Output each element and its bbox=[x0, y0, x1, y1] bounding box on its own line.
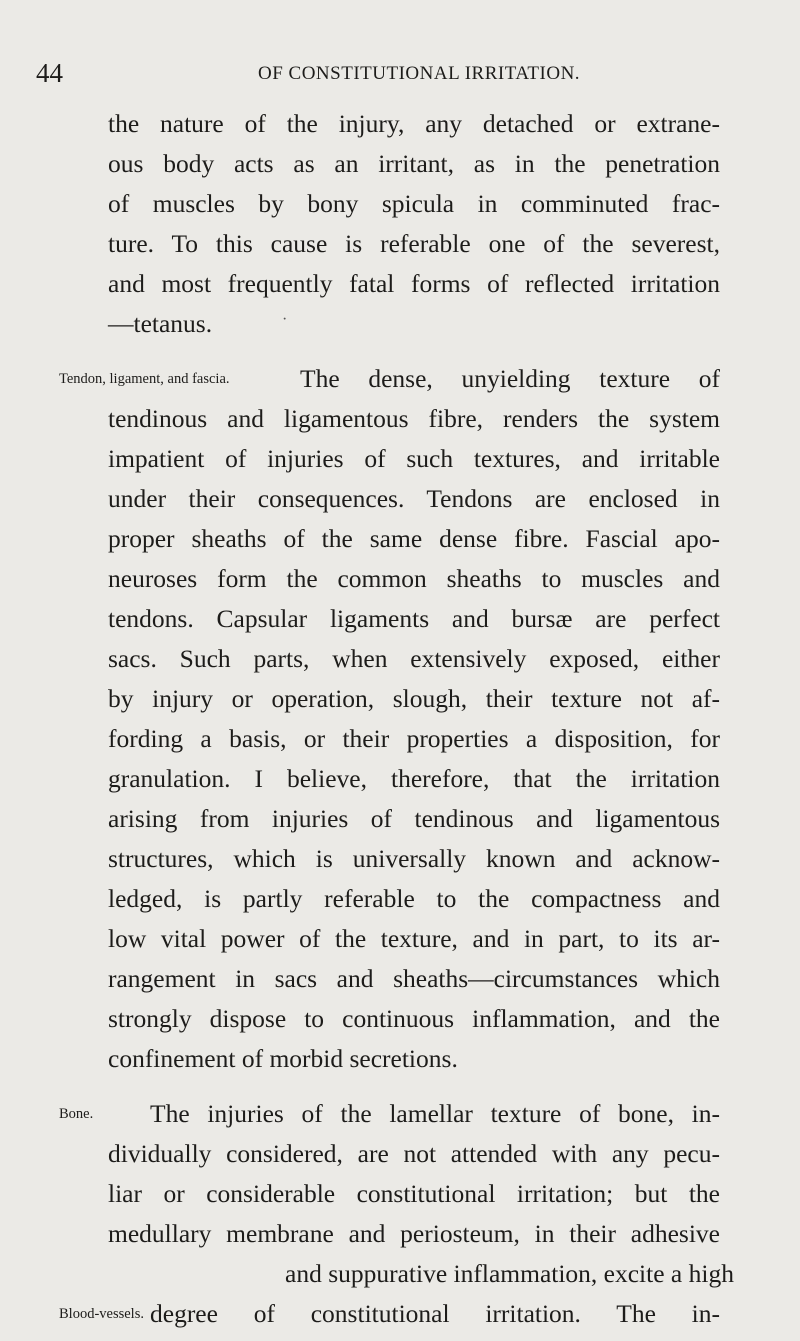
margin-note-bone: Bone. bbox=[59, 1106, 94, 1122]
text-line: degree of constitutional irritation. The in- bbox=[150, 1299, 720, 1328]
text-line: The dense, unyielding texture of bbox=[300, 364, 720, 393]
text-line: sacs. Such parts, when extensively exposed, either bbox=[108, 644, 720, 673]
text-line: granulation. I believe, therefore, that the irritation bbox=[108, 764, 720, 793]
text-line: arising from injuries of tendinous and ligamentous bbox=[108, 804, 720, 833]
margin-note-blood-vessels: Blood-vessels. bbox=[59, 1306, 144, 1322]
text-line: medullary membrane and periosteum, in their adhesive bbox=[108, 1219, 720, 1248]
stray-mark: · bbox=[282, 311, 288, 328]
text-line: proper sheaths of the same dense fibre. Fascial apo- bbox=[108, 524, 720, 553]
text-line: ous body acts as an irritant, as in the penetration bbox=[108, 149, 720, 178]
text-line: strongly dispose to continuous inflammation, and the bbox=[108, 1004, 720, 1033]
text-line: tendons. Capsular ligaments and bursæ are perfect bbox=[108, 604, 720, 633]
text-line: The injuries of the lamellar texture of bone, in- bbox=[150, 1099, 720, 1128]
text-line: and suppurative inflammation, excite a high bbox=[285, 1259, 734, 1288]
text-line: ture. To this cause is referable one of the severest, bbox=[108, 229, 720, 258]
text-line: impatient of injuries of such textures, and irritable bbox=[108, 444, 720, 473]
text-line: low vital power of the texture, and in part, to its ar- bbox=[108, 924, 720, 953]
text-line: the nature of the injury, any detached or extrane- bbox=[108, 109, 720, 138]
text-line: by injury or operation, slough, their texture not af- bbox=[108, 684, 720, 713]
text-line: fording a basis, or their properties a disposition, for bbox=[108, 724, 720, 753]
text-line: of muscles by bony spicula in comminuted frac- bbox=[108, 189, 720, 218]
text-line: structures, which is universally known and acknow- bbox=[108, 844, 720, 873]
text-line: —tetanus. bbox=[108, 309, 213, 338]
text-line: tendinous and ligamentous fibre, renders the system bbox=[108, 404, 720, 433]
text-line: and most frequently fatal forms of reflected irritation bbox=[108, 269, 720, 298]
running-head: OF CONSTITUTIONAL IRRITATION. bbox=[258, 63, 581, 84]
text-line: liar or considerable constitutional irritation; but the bbox=[108, 1179, 720, 1208]
text-line: neuroses form the common sheaths to muscles and bbox=[108, 564, 720, 593]
text-line: rangement in sacs and sheaths—circumstances which bbox=[108, 964, 720, 993]
text-line: dividually considered, are not attended with any pecu- bbox=[108, 1139, 720, 1168]
text-line: confinement of morbid secretions. bbox=[108, 1044, 458, 1073]
text-line: ledged, is partly referable to the compactness and bbox=[108, 884, 720, 913]
margin-note-tendon: Tendon, ligament, and fascia. bbox=[59, 371, 230, 387]
page-number: 44 bbox=[36, 58, 63, 88]
text-line: under their consequences. Tendons are enclosed in bbox=[108, 484, 720, 513]
